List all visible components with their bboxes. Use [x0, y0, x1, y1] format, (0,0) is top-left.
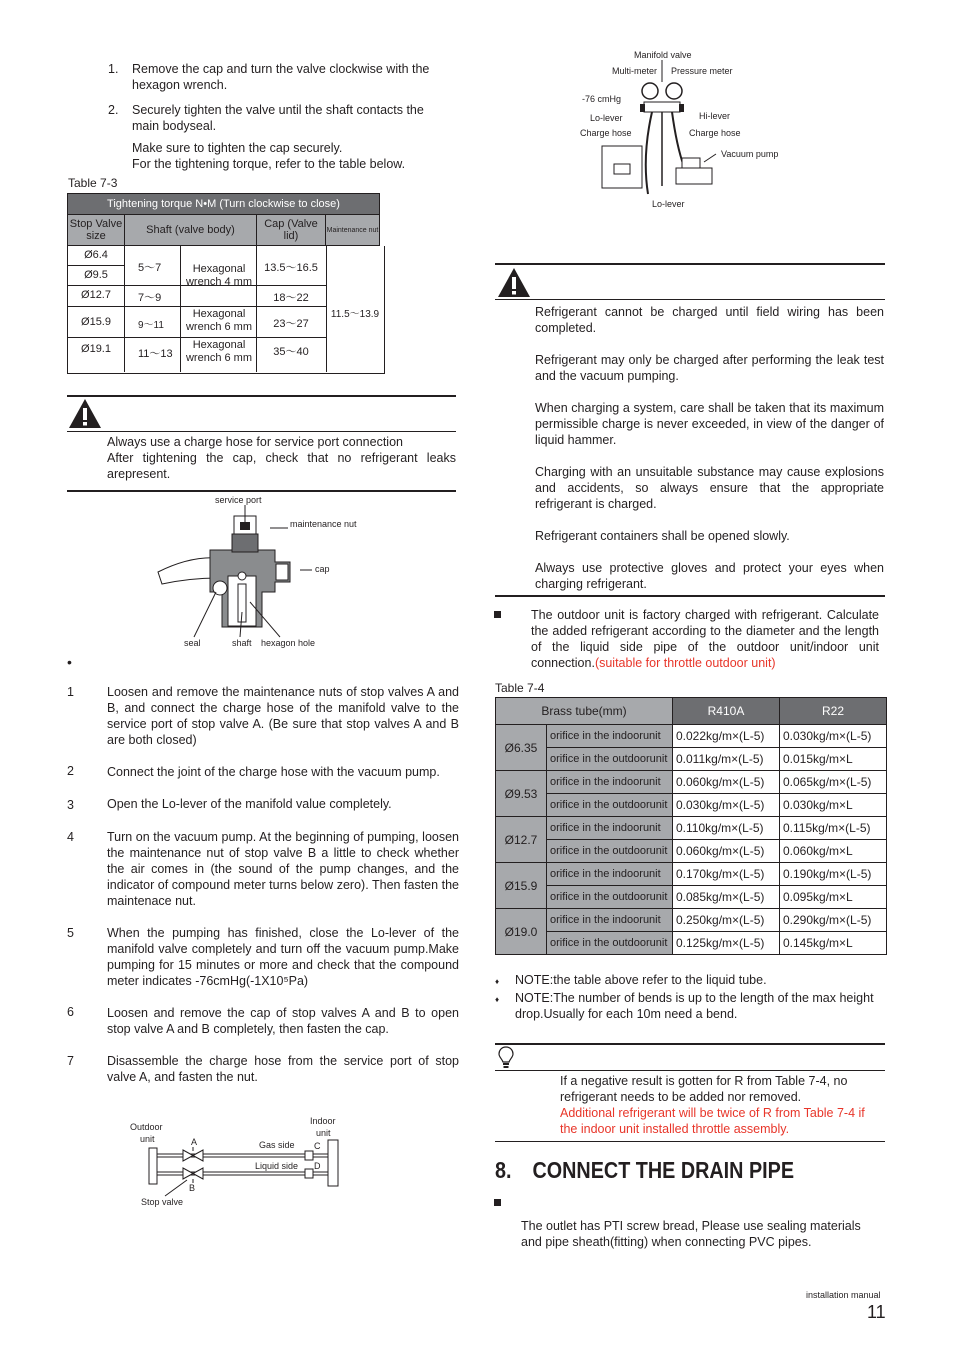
step-number: 5	[67, 926, 74, 940]
lightbulb-icon	[498, 1046, 514, 1070]
valve-b-label: B	[189, 1183, 196, 1193]
header-r410a: R410A	[673, 698, 780, 725]
square-bullet-icon	[494, 1199, 501, 1206]
valve-a-label: A	[191, 1137, 198, 1147]
cmhg-label: -76 cmHg	[582, 94, 622, 104]
outdoor-label-1: Outdoor	[130, 1122, 163, 1132]
step-text: Open the Lo-lever of the manifold value completely.	[107, 797, 392, 811]
tip-red-line: Additional refrigerant will be twice of R from Table 7-4 if the indoor unit installed throttle assembly.	[560, 1106, 865, 1136]
header-maintenance-nut: Maintenance nut	[326, 215, 380, 246]
step-number: 2.	[108, 103, 119, 117]
step-4	[67, 829, 459, 909]
size-cell: Ø19.0	[496, 909, 547, 955]
outdoor-label-2: unit	[140, 1134, 155, 1144]
page-number: 11	[867, 1302, 886, 1322]
lo-lever-bottom-label: Lo-lever	[652, 199, 685, 209]
header-brass-tube: Brass tube(mm)	[496, 698, 673, 725]
caution-top-rule	[67, 395, 456, 397]
caution-paragraph: Refrigerant cannot be charged until field wiring has been completed.	[535, 305, 884, 335]
note-text: NOTE:the table above refer to the liquid tube.	[515, 973, 767, 987]
r410a-cell: 0.060kg/m×(L-5)	[673, 771, 780, 794]
caution-paragraph: Always use protective gloves and protect your eyes when charging refrigerant.	[535, 561, 884, 591]
size-cell: Ø19.1	[81, 343, 111, 355]
top-step-1	[108, 61, 438, 93]
caution-paragraph: Charging with an unsuitable substance may cause explosions and accidents, so always ensure that the appropriate refrigerant is charged.	[535, 465, 884, 511]
footer-label: installation manual	[806, 1290, 881, 1300]
size-cell: Ø6.35	[496, 725, 547, 771]
header-shaft: Shaft (valve body)	[125, 215, 257, 246]
hi-lever-label: Hi-lever	[699, 111, 731, 121]
header-r22: R22	[780, 698, 887, 725]
r22-cell: 0.145kg/m×L	[780, 932, 887, 955]
stop-valve-diagram	[150, 492, 410, 652]
size-cell: Ø15.9	[81, 316, 111, 328]
caution-paragraph: Refrigerant may only be charged after performing the leak test and the vacuum pumping.	[535, 353, 884, 383]
size-cell: Ø9.5	[84, 269, 108, 281]
table-notes	[495, 972, 875, 1022]
point-c-label: C	[314, 1141, 321, 1151]
service-port-label: service port	[215, 495, 262, 505]
orifice-cell: orifice in the outdoorunit	[547, 840, 673, 863]
shaft-cell: 7～9	[138, 292, 162, 304]
stop-valve-label: Stop valve	[141, 1197, 184, 1207]
shaft-cell: 9～11	[138, 320, 164, 331]
caution-2-text	[535, 304, 884, 592]
bullet: •	[67, 654, 72, 670]
torque-table-body	[67, 246, 385, 374]
step-2	[67, 763, 459, 780]
maintenance-nut-label: maintenance nut	[290, 519, 357, 529]
size-cell: Ø9.53	[496, 771, 547, 817]
r410a-cell: 0.125kg/m×(L-5)	[673, 932, 780, 955]
caution2-mid-rule	[495, 299, 885, 300]
r22-cell: 0.290kg/m×(L-5)	[780, 909, 887, 932]
step-number: 3	[67, 798, 74, 812]
shaft-cell: 5～7	[138, 262, 162, 274]
tip-top-rule	[495, 1043, 885, 1045]
refrigerant-table	[495, 697, 887, 955]
shaft-label: shaft	[232, 638, 252, 648]
step-text: Turn on the vacuum pump. At the beginning of pumping, loosen the maintenance nut of stop valve B a little to check whether the air comes in (the sound of the pump changes, and the indicator of compound meter turns below zero). Then fasten the maintenace nut.	[107, 830, 459, 908]
size-cell: Ø12.7	[81, 289, 111, 301]
orifice-cell: orifice in the indoorunit	[547, 817, 673, 840]
step-number: 6	[67, 1005, 74, 1019]
orifice-cell: orifice in the indoorunit	[547, 771, 673, 794]
tip-text	[560, 1073, 880, 1137]
orifice-cell: orifice in the outdoorunit	[547, 932, 673, 955]
step-7	[67, 1053, 459, 1085]
size-cell: Ø6.4	[84, 249, 108, 261]
size-cell: Ø15.9	[496, 863, 547, 909]
warning-icon	[497, 267, 531, 298]
note-line: Make sure to tighten the cap securely.	[132, 141, 343, 155]
step-5	[67, 925, 459, 989]
cap-cell: 18～22	[273, 292, 309, 304]
warning-icon	[68, 398, 102, 429]
step-1	[67, 684, 459, 748]
step-text: Securely tighten the valve until the shaft contacts the main bodyseal.	[132, 103, 424, 133]
orifice-cell: orifice in the outdoorunit	[547, 886, 673, 909]
note-marker: ♦	[495, 977, 500, 986]
r410a-cell: 0.085kg/m×(L-5)	[673, 886, 780, 909]
gas-side-label: Gas side	[259, 1140, 295, 1150]
header-cap: Cap (Valve lid)	[257, 215, 326, 246]
step-text: Loosen and remove the cap of stop valves A and B to open stop valve A and B completely, then fasten the cap.	[107, 1006, 459, 1036]
cap-cell: 35～40	[273, 346, 309, 358]
step-text: Loosen and remove the maintenance nuts of stop valves A and B, and connect the charge hose of the manifold valve to the service port of stop valve A. (Be sure that stop valves A and B are both closed)	[107, 685, 459, 747]
r22-cell: 0.115kg/m×(L-5)	[780, 817, 887, 840]
caution-paragraph: When charging a system, care shall be taken that its maximum permissible charge is never exceeded, in view of the danger of liquid hammer.	[535, 401, 884, 447]
step-3	[67, 796, 459, 812]
charge-hose-right-label: Charge hose	[689, 128, 741, 138]
tip-line: If a negative result is gotten for R from Table 7-4, no refrigerant needs to be added nor removed.	[560, 1074, 848, 1104]
r410a-cell: 0.022kg/m×(L-5)	[673, 725, 780, 748]
caution-line: Always use a charge hose for service port connection	[107, 435, 403, 449]
r22-cell: 0.015kg/m×L	[780, 748, 887, 771]
seal-label: seal	[184, 638, 201, 648]
square-bullet-icon	[494, 611, 501, 618]
charge-hose-left-label: Charge hose	[580, 128, 632, 138]
table74-caption: Table 7-4	[495, 681, 545, 695]
orifice-cell: orifice in the outdoorunit	[547, 794, 673, 817]
torque-table	[67, 193, 380, 246]
caution2-bottom-rule	[495, 595, 885, 597]
step-text: When the pumping has finished, close the Lo-lever of the manifold valve completely and turn off the vacuum pump.Make pumping for 15 minutes or more and check that the compound meter indicates -76cmHg(-1X10⁵Pa)	[107, 926, 459, 988]
wrench-cell: Hexagonal wrench 6 mm	[185, 308, 253, 333]
table-caption: Table 7-3	[68, 176, 118, 190]
r22-cell: 0.030kg/m×(L-5)	[780, 725, 887, 748]
r410a-cell: 0.030kg/m×(L-5)	[673, 794, 780, 817]
orifice-cell: orifice in the indoorunit	[547, 725, 673, 748]
top-note	[132, 140, 452, 172]
manifold-label: Manifold valve	[634, 50, 692, 60]
header-stop-valve: Stop Valve size	[68, 215, 125, 246]
drain-text: The outlet has PTI screw bread, Please use sealing materials and pipe sheath(fitting) when connecting PVC pipes.	[521, 1219, 861, 1249]
caution-line: After tightening the cap, check that no refrigerant leaks arepresent.	[107, 451, 456, 481]
pipe-connection-diagram	[125, 1112, 355, 1212]
r22-cell: 0.190kg/m×(L-5)	[780, 863, 887, 886]
cap-cell: 13.5～16.5	[264, 262, 318, 274]
r410a-cell: 0.011kg/m×(L-5)	[673, 748, 780, 771]
manifold-diagram	[578, 46, 788, 212]
orifice-cell: orifice in the indoorunit	[547, 909, 673, 932]
r410a-cell: 0.060kg/m×(L-5)	[673, 840, 780, 863]
wrench-cell: Hexagonal wrench 6 mm	[185, 339, 253, 364]
note-line: For the tightening torque, refer to the table below.	[132, 157, 406, 171]
hexagon-hole-label: hexagon hole	[261, 638, 316, 648]
factory-note-text: The outdoor unit is factory charged with refrigerant. Calculate the added refrigerant according to the diameter and the length of the liquid side pipe of the outdoor unit/indoor unit connection.	[531, 608, 879, 670]
r410a-cell: 0.250kg/m×(L-5)	[673, 909, 780, 932]
point-d-label: D	[314, 1161, 321, 1171]
pressure-label: Pressure meter	[671, 66, 733, 76]
indoor-label-1: Indoor	[310, 1116, 336, 1126]
wrench-cell: Hexagonal wrench 4 mm	[185, 263, 253, 288]
step-number: 4	[67, 830, 74, 844]
r410a-cell: 0.170kg/m×(L-5)	[673, 863, 780, 886]
step-number: 1.	[108, 62, 119, 76]
factory-note-red: (suitable for throttle outdoor unit)	[594, 656, 776, 670]
note-marker: ♦	[495, 995, 500, 1004]
caution-paragraph: Refrigerant containers shall be opened slowly.	[535, 529, 790, 543]
step-text: Disassemble the charge hose from the service port of stop valve A, and fasten the nut.	[107, 1054, 459, 1084]
multimeter-label: Multi-meter	[612, 66, 658, 76]
caution-1-text	[107, 434, 456, 482]
size-cell: Ø12.7	[496, 817, 547, 863]
indoor-label-2: unit	[316, 1128, 331, 1138]
step-number: 2	[67, 764, 74, 778]
tip-mid-rule	[495, 1070, 885, 1071]
nut-cell: 11.5～13.9	[330, 309, 380, 320]
step-number: 1	[67, 685, 74, 699]
top-step-2	[108, 102, 438, 134]
r22-cell: 0.060kg/m×L	[780, 840, 887, 863]
r22-cell: 0.095kg/m×L	[780, 886, 887, 909]
orifice-cell: orifice in the outdoorunit	[547, 748, 673, 771]
cap-label: cap	[315, 564, 330, 574]
vacuum-pump-label: Vacuum pump	[721, 149, 779, 159]
step-6	[67, 1004, 459, 1037]
step-text: Remove the cap and turn the valve clockwise with the hexagon wrench.	[132, 62, 430, 92]
lo-lever-label: Lo-lever	[590, 113, 623, 123]
liquid-side-label: Liquid side	[255, 1161, 299, 1171]
cap-cell: 23～27	[273, 318, 309, 330]
caution-mid-rule	[67, 431, 456, 432]
section-heading	[495, 1157, 794, 1184]
r22-cell: 0.030kg/m×L	[780, 794, 887, 817]
r410a-cell: 0.110kg/m×(L-5)	[673, 817, 780, 840]
table-title: Tightening torque N•M (Turn clockwise to close)	[68, 194, 380, 215]
r22-cell: 0.065kg/m×(L-5)	[780, 771, 887, 794]
section-title: CONNECT THE DRAIN PIPE	[532, 1157, 795, 1183]
shaft-cell: 11～13	[138, 348, 173, 360]
section-number: 8.	[495, 1157, 512, 1183]
factory-note	[531, 607, 879, 671]
orifice-cell: orifice in the indoorunit	[547, 863, 673, 886]
tip-bottom-rule	[495, 1141, 885, 1142]
caution2-top-rule	[495, 263, 885, 265]
note-text: NOTE:The number of bends is up to the length of the max height drop.Usually for each 10m need a bend.	[515, 991, 874, 1021]
step-text: Connect the joint of the charge hose with the vacuum pump.	[107, 765, 440, 779]
step-number: 7	[67, 1054, 74, 1068]
